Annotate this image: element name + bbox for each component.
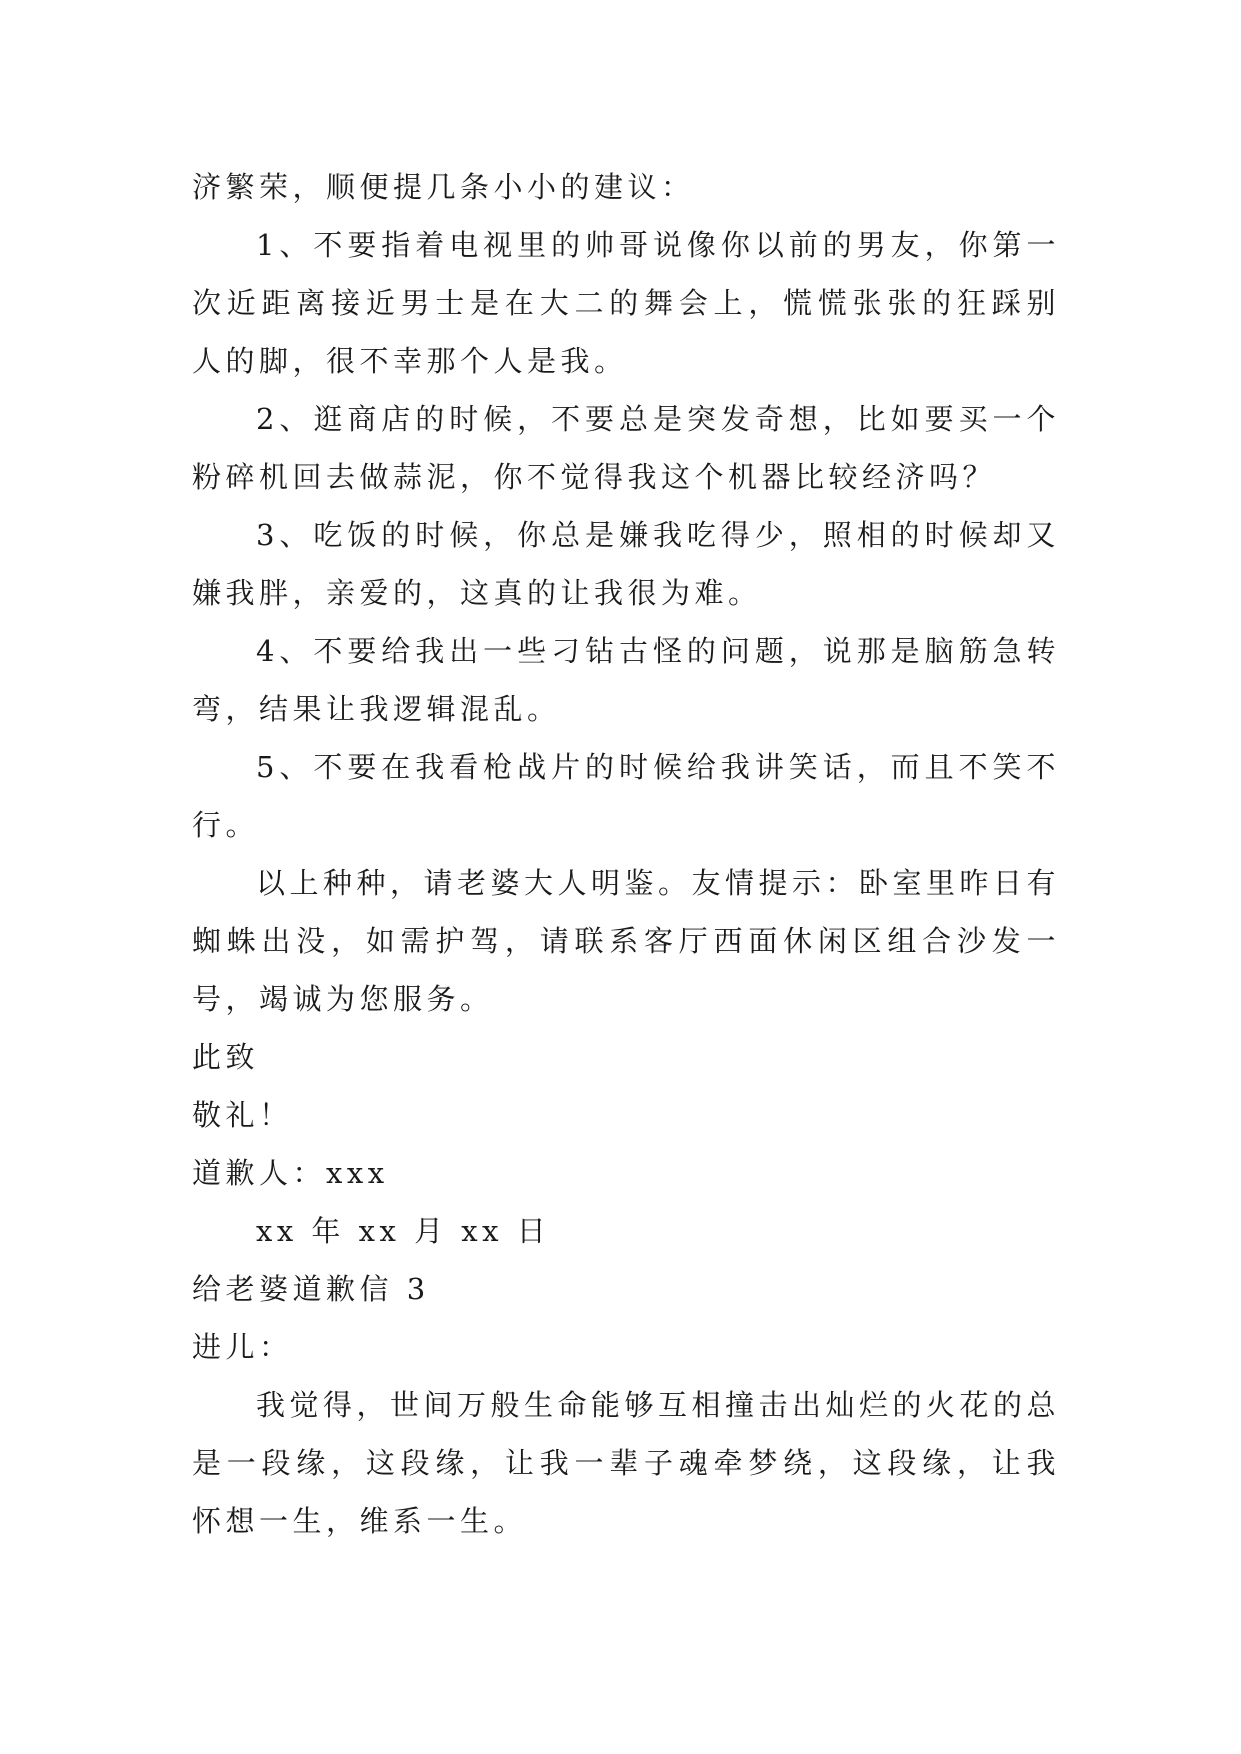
suggestion-item-3: 3、吃饭的时候，你总是嫌我吃得少，照相的时候却又嫌我胖，亲爱的，这真的让我很为难。 xyxy=(192,518,1060,610)
suggestion-item-4: 4、不要给我出一些刁钻古怪的问题，说那是脑筋急转弯，结果让我逻辑混乱。 xyxy=(192,634,1060,726)
summary-paragraph: 以上种种，请老婆大人明鉴。友情提示：卧室里昨日有蜘蛛出没，如需护驾，请联系客厅西面休闲区组合沙发一号，竭诚为您服务。 xyxy=(192,866,1061,1016)
salutation-line: 进儿： xyxy=(192,1330,293,1364)
closing-line-1: 此致 xyxy=(192,1040,260,1074)
date-line: xx 年 xx 月 xx 日 xyxy=(256,1214,551,1248)
body-paragraph: 我觉得，世间万般生命能够互相撞击出灿烂的火花的总是一段缘，这段缘，让我一辈子魂牵梦绕，这段缘，让我怀想一生，维系一生。 xyxy=(192,1388,1061,1538)
closing-line-2: 敬礼！ xyxy=(192,1098,293,1132)
signature-line: 道歉人：xxx xyxy=(192,1156,389,1190)
letter-body xyxy=(192,158,1060,1550)
suggestion-item-2: 2、逛商店的时候，不要总是突发奇想，比如要买一个粉碎机回去做蒜泥，你不觉得我这个机器比较经济吗？ xyxy=(192,402,1060,494)
section-title: 给老婆道歉信 3 xyxy=(192,1272,430,1306)
suggestion-item-1: 1、不要指着电视里的帅哥说像你以前的男友，你第一次近距离接近男士是在大二的舞会上，慌慌张张的狂踩别人的脚，很不幸那个人是我。 xyxy=(192,228,1060,378)
intro-paragraph: 济繁荣，顺便提几条小小的建议： xyxy=(192,170,695,204)
suggestion-item-5: 5、不要在我看枪战片的时候给我讲笑话，而且不笑不行。 xyxy=(192,750,1060,842)
